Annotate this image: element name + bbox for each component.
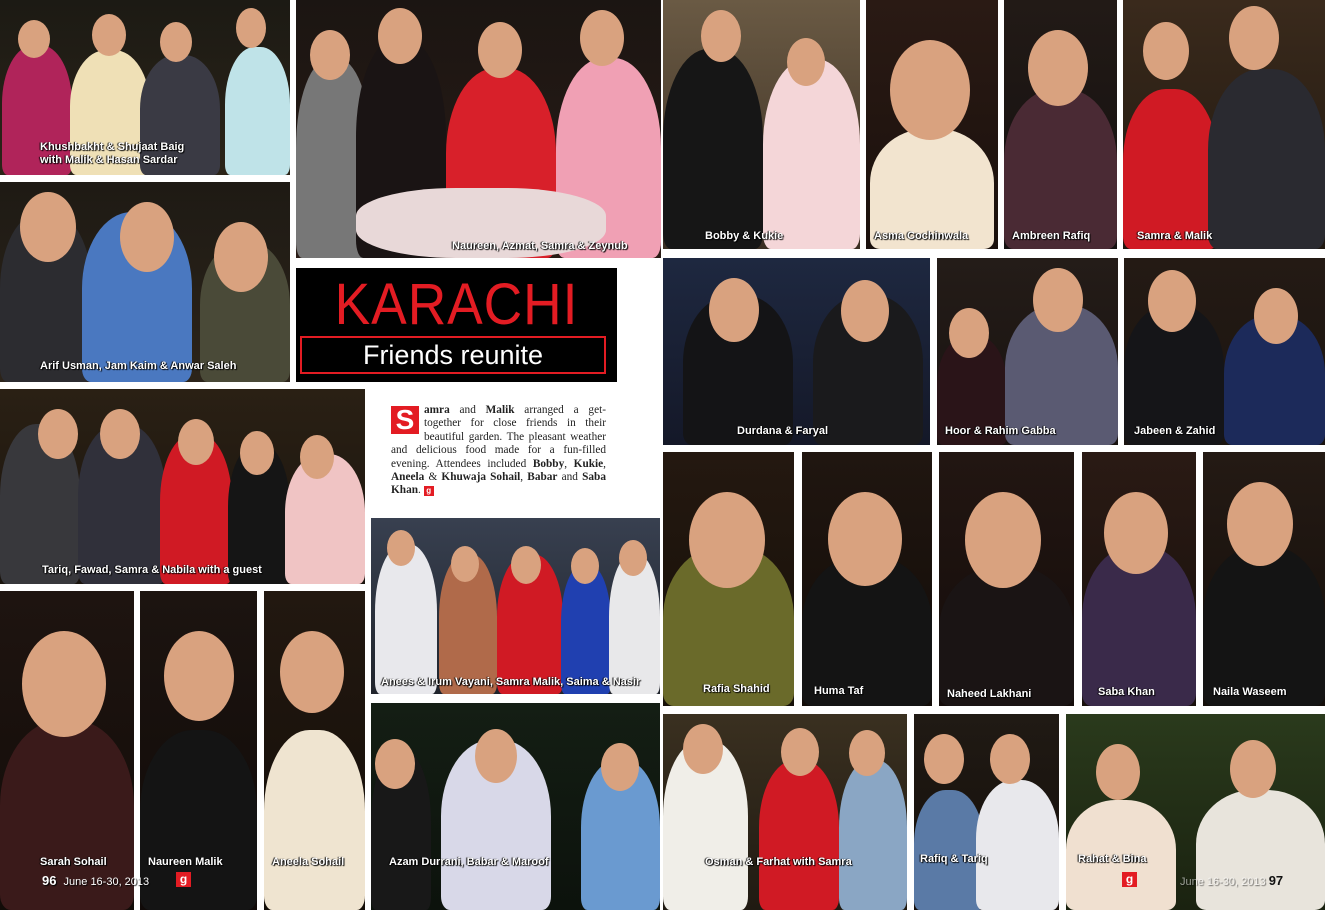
caption-osman-farhat: Osman & Farhat with Samra [705,856,852,868]
photo-osman-farhat [663,714,907,910]
photo-aneela-sohail [264,591,365,910]
caption-hoor-rahim: Hoor & Rahim Gabba [945,425,1056,437]
photo-bobby-kukie [663,0,860,249]
photo-asma-cochinwala [866,0,998,249]
caption-arif-usman: Arif Usman, Jam Kaim & Anwar Saleh [40,360,237,372]
footer-right [1180,873,1283,888]
photo-arif-usman [0,182,290,382]
photo-jabeen-zahid [1124,258,1325,445]
article-body: S amra and Malik arranged a get-together for close friends in their beautiful garden. The pleasant weather and delicious food made for a fun-filled evening. Attendees included Bobby, Kukie, Aneela & Khuwaja Sohail, Babar and Saba Khan. g [391,404,606,497]
photo-naheed-lakhani [939,452,1074,706]
caption-azam-durrani: Azam Durrani, Babar & Maroof [389,856,549,868]
caption-asma-cochinwala: Asma Cochinwala [874,230,969,242]
caption-ambreen-rafiq: Ambreen Rafiq [1012,230,1091,242]
photo-hoor-rahim [937,258,1118,445]
footer-date-left: June 16-30, 2013 [63,876,150,888]
caption-naureen-malik: Naureen Malik [148,856,223,868]
page-subtitle: Friends reunite [300,336,606,374]
photo-ambreen-rafiq [1004,0,1117,249]
photo-durdana-faryal [663,258,930,445]
caption-khushbakht-line2: with Malik & Hasan Sardar [40,154,178,166]
photo-anees-irum [371,518,660,694]
photo-rafia-shahid [663,452,794,706]
caption-samra-malik: Samra & Malik [1137,230,1213,242]
page-title: KARACHI [334,272,579,337]
photo-naila-waseem [1203,452,1325,706]
photo-huma-taf [802,452,932,706]
caption-durdana-faryal: Durdana & Faryal [737,425,829,437]
caption-bobby-kukie: Bobby & Kukie [705,230,784,242]
footer-left [42,873,149,888]
caption-aneela-sohail: Aneela Sohail [272,856,345,868]
caption-anees-irum: Anees & Irum Vayani, Samra Malik, Saima & Nasir [381,676,641,688]
page-number-left: 96 [42,873,57,888]
page-number-right: 97 [1268,873,1284,888]
photo-azam-durrani [371,703,660,910]
caption-naheed-lakhani: Naheed Lakhani [947,688,1032,700]
magazine-logo-right: g [1122,872,1137,887]
title-block [296,268,617,382]
caption-jabeen-zahid: Jabeen & Zahid [1134,425,1216,437]
photo-naureen-malik [140,591,257,910]
caption-saba-khan: Saba Khan [1098,686,1155,698]
caption-naila-waseem: Naila Waseem [1213,686,1287,698]
photo-samra-malik [1123,0,1325,249]
photo-saba-khan [1082,452,1196,706]
footer-date-right: June 16-30, 2013 [1180,876,1266,888]
article-end-logo: g [424,486,434,496]
caption-rafia-shahid: Rafia Shahid [703,683,770,695]
caption-sarah-sohail: Sarah Sohail [40,856,107,868]
photo-tariq-fawad [0,389,365,584]
dropcap: S [391,406,419,434]
photo-sarah-sohail [0,591,134,910]
caption-rahat-bina: Rahat & Bina [1078,853,1147,865]
photo-naureen-azmat [296,0,661,258]
caption-tariq-fawad: Tariq, Fawad, Samra & Nabila with a guest [42,564,262,576]
photo-khushbakht-shujaat [0,0,290,175]
photo-rafiq-tariq [914,714,1059,910]
caption-naureen-azmat: Naureen, Azmat, Samra & Zeynub [452,240,628,252]
caption-khushbakht-line1: Khushbakht & Shujaat Baig [40,141,185,153]
caption-rafiq-tariq: Rafiq & Tariq [920,853,988,865]
magazine-logo-left: g [176,872,191,887]
caption-huma-taf: Huma Taf [814,685,864,697]
